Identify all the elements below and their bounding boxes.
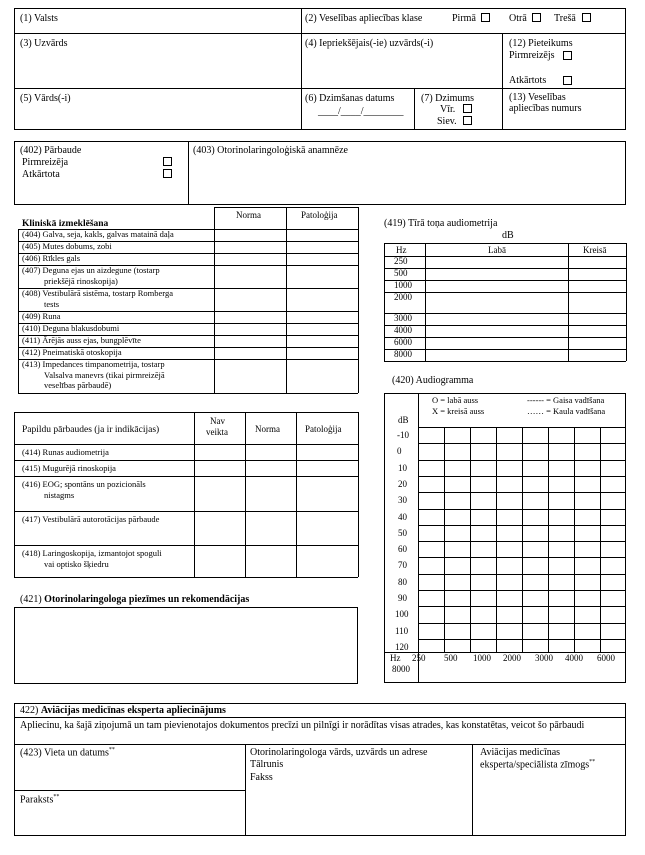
- certification-title-bold: Aviācijas medicīnas eksperta apliecinājums: [40, 705, 226, 716]
- clinical-norm-cell[interactable]: [215, 324, 286, 335]
- audiogram-db-tick: 0: [397, 446, 402, 457]
- audiometry-left-cell[interactable]: [569, 326, 626, 337]
- clinical-row-label: (411) Ārējās auss ejas, bungplēvīte: [22, 335, 141, 345]
- class-third-checkbox[interactable]: [582, 13, 591, 22]
- application-repeat-label: Atkārtots: [509, 75, 547, 86]
- additional-row-label: vai optisko šķiedru: [44, 559, 109, 569]
- clinical-row-label: Valsalva manevrs (tikai pirmreizējā: [44, 369, 165, 380]
- additional-not-done-cell[interactable]: [195, 512, 245, 545]
- clinical-row-label: (410) Deguna blakusdobumi: [22, 323, 120, 333]
- additional-col-not-done-2: veikta: [206, 427, 228, 437]
- audiogram-title: (420) Audiogramma: [392, 375, 474, 386]
- additional-row-label: (414) Runas audiometrija: [22, 447, 109, 457]
- cert-number-label-2: apliecības numurs: [509, 103, 582, 114]
- audiogram-db-label: dB: [398, 415, 409, 425]
- signature-label: [20, 794, 59, 805]
- exam-type-label: (402) Pārbaude: [20, 145, 82, 156]
- audiogram-legend-right: O = labā auss: [432, 395, 479, 405]
- divider: [14, 790, 245, 791]
- audiogram-legend-left: X = kreisā auss: [432, 406, 485, 416]
- previous-surname-label: (4) Iepriekšējais(-ie) uzvārds(-i): [305, 38, 434, 49]
- additional-row-label: (415) Mugurējā rinoskopija: [22, 463, 116, 473]
- audiogram-db-tick: 30: [398, 495, 407, 506]
- audiometry-freq: 6000: [394, 337, 412, 347]
- additional-row-label: nistagms: [44, 490, 75, 500]
- divider: [472, 744, 473, 836]
- ent-history-label: (403) Otorinolaringoloģiskā anamnēze: [193, 145, 348, 156]
- additional-row-label: (417) Vestibulārā autorotācijas pārbaude: [22, 514, 160, 524]
- additional-row-label: (418) Laringoskopija, izmantojot spoguli: [22, 548, 162, 558]
- class-second-checkbox[interactable]: [532, 13, 541, 22]
- audiometry-unit: dB: [502, 230, 514, 241]
- audiogram-vline: [548, 427, 549, 652]
- application-repeat-checkbox[interactable]: [563, 76, 572, 85]
- audiogram-db-tick: 80: [398, 576, 407, 587]
- place-date-sup: **: [108, 747, 115, 753]
- application-first-checkbox[interactable]: [563, 51, 572, 60]
- clinical-path-cell[interactable]: [287, 289, 358, 311]
- audiogram-hz-tick: 250: [412, 653, 426, 664]
- audiogram-db-tick: 40: [398, 511, 407, 522]
- divider: [14, 717, 626, 718]
- clinical-col-path: Patoloģija: [301, 210, 338, 220]
- fax-label: Fakss: [250, 772, 273, 783]
- audiometry-right-cell[interactable]: [426, 281, 568, 292]
- additional-path-cell[interactable]: [297, 477, 358, 511]
- sex-female-label: Siev.: [437, 116, 457, 127]
- grid-line: [14, 412, 358, 413]
- stamp-sup: **: [589, 759, 596, 765]
- application-label: (12) Pieteikums: [509, 38, 573, 49]
- clinical-path-cell[interactable]: [287, 266, 358, 288]
- audiometry-right-cell[interactable]: [426, 257, 568, 268]
- notes-title-bold: Otorinolaringologa piezīmes un rekomendācijas: [44, 594, 250, 605]
- clinical-path-cell[interactable]: [287, 324, 358, 335]
- audiometry-freq: 4000: [394, 325, 412, 335]
- certification-statement: Apliecinu, ka šajā ziņojumā un tam pievienotajos dokumentos precīzi un pilnīgi ir norādītas visas atrades, kas konstatētas, veicot šo pārbaudi: [20, 720, 585, 731]
- audiogram-vline: [444, 427, 445, 652]
- additional-norm-cell[interactable]: [246, 461, 296, 476]
- audiogram-db-tick: 110: [395, 625, 409, 636]
- audiogram-db-tick: -10: [397, 430, 409, 440]
- clinical-path-cell[interactable]: [287, 242, 358, 253]
- audiogram-hz-tick: 2000: [503, 653, 521, 664]
- audiometry-right-cell[interactable]: [426, 269, 568, 280]
- additional-row-label: (416) EOG; spontāns un pozicionāls: [22, 479, 146, 489]
- application-first-label: Pirmreizējs: [509, 50, 555, 61]
- clinical-col-norm: Norma: [236, 210, 261, 220]
- audiometry-left-cell[interactable]: [569, 293, 626, 313]
- stamp-text: eksperta/speciālista zīmogs: [480, 759, 590, 771]
- audiometry-col-right: Labā: [488, 245, 506, 255]
- clinical-path-cell[interactable]: [287, 348, 358, 359]
- audiogram-hz-tick: 500: [444, 653, 458, 664]
- grid-line: [14, 412, 15, 577]
- exam-repeat-label: Atkārtota: [22, 169, 60, 180]
- audiometry-left-cell[interactable]: [569, 338, 626, 349]
- audiogram-hz-tick: 8000: [392, 664, 410, 675]
- certification-title: [20, 705, 226, 716]
- additional-norm-cell[interactable]: [246, 445, 296, 460]
- additional-norm-cell[interactable]: [246, 546, 296, 577]
- place-date-text: (423) Vieta un datums: [20, 747, 109, 759]
- stamp-label-2: [480, 759, 595, 770]
- additional-path-cell[interactable]: [297, 512, 358, 545]
- notes-title-prefix: (421): [20, 594, 45, 605]
- surname-label: (3) Uzvārds: [20, 38, 68, 49]
- birth-date-label: (6) Dzimšanas datums: [305, 93, 395, 104]
- additional-norm-cell[interactable]: [246, 512, 296, 545]
- signature-sup: **: [53, 794, 60, 800]
- audiogram-vline: [470, 427, 471, 652]
- clinical-path-cell[interactable]: [287, 312, 358, 323]
- additional-path-cell[interactable]: [297, 445, 358, 460]
- audiometry-left-cell[interactable]: [569, 269, 626, 280]
- clinical-row-label: (404) Galva, seja, kakls, galvas matainā daļa: [22, 229, 174, 239]
- clinical-norm-cell[interactable]: [215, 242, 286, 253]
- divider: [14, 744, 626, 745]
- notes-field[interactable]: [14, 607, 358, 684]
- audiogram-hz-tick: 3000: [535, 653, 553, 664]
- audiometry-col-hz: Hz: [396, 245, 407, 255]
- audiogram-hz-tick: 6000: [597, 653, 615, 664]
- grid-line: [214, 207, 358, 208]
- additional-not-done-cell[interactable]: [195, 445, 245, 460]
- grid-line: [358, 207, 359, 393]
- clinical-row-label: tests: [44, 298, 60, 309]
- audiogram-hz-label: Hz: [390, 653, 401, 664]
- sex-label: (7) Dzimums: [421, 93, 475, 104]
- stamp-label: Aviācijas medicīnas: [480, 747, 561, 758]
- sex-male-label: Vīr.: [440, 104, 456, 115]
- audiogram-hz-tick: 1000: [473, 653, 491, 664]
- additional-col-path: Patoloģija: [305, 424, 342, 434]
- audiometry-freq: 8000: [394, 349, 412, 359]
- ent-name-label: Otorinolaringologa vārds, uzvārds un adrese: [250, 747, 428, 758]
- grid-line: [384, 243, 385, 361]
- additional-col-norm: Norma: [255, 424, 280, 434]
- given-names-label: (5) Vārds(-i): [20, 93, 71, 104]
- grid-line: [18, 393, 358, 394]
- audiometry-left-cell[interactable]: [569, 281, 626, 292]
- audiogram-vline: [600, 427, 601, 652]
- clinical-norm-cell[interactable]: [215, 348, 286, 359]
- audiometry-right-cell[interactable]: [426, 326, 568, 337]
- clinical-norm-cell[interactable]: [215, 230, 286, 241]
- clinical-path-cell[interactable]: [287, 360, 358, 393]
- class-second-label: Otrā: [509, 13, 527, 24]
- audiogram-vline: [574, 427, 575, 652]
- cert-class-label: (2) Veselības apliecības klase: [305, 13, 423, 24]
- audiogram-db-tick: 50: [398, 527, 407, 538]
- audiometry-right-cell[interactable]: [426, 338, 568, 349]
- additional-not-done-cell[interactable]: [195, 477, 245, 511]
- divider: [14, 33, 626, 34]
- clinical-norm-cell[interactable]: [215, 289, 286, 311]
- certification-title-prefix: 422): [20, 705, 41, 716]
- cert-number-label: (13) Veselības: [509, 92, 566, 103]
- grid-line: [384, 361, 626, 362]
- clinical-row-label: priekšējā rinoskopija): [44, 275, 118, 286]
- audiometry-left-cell[interactable]: [569, 257, 626, 268]
- clinical-row-label: (409) Runa: [22, 311, 61, 321]
- audiogram-vline: [496, 427, 497, 652]
- clinical-norm-cell[interactable]: [215, 254, 286, 265]
- clinical-norm-cell[interactable]: [215, 312, 286, 323]
- divider: [188, 141, 189, 205]
- audiometry-freq: 250: [394, 256, 408, 266]
- audiogram-db-tick: 70: [398, 560, 407, 571]
- clinical-row-label: (408) Vestibulārā sistēma, tostarp Romberga: [22, 288, 174, 298]
- audiometry-freq: 2000: [394, 292, 412, 302]
- additional-not-done-cell[interactable]: [195, 546, 245, 577]
- clinical-norm-cell[interactable]: [215, 360, 286, 393]
- audiogram-db-tick: 20: [398, 478, 407, 489]
- clinical-path-cell[interactable]: [287, 336, 358, 347]
- signature-text: Paraksts: [20, 794, 54, 806]
- audiometry-right-cell[interactable]: [426, 314, 568, 325]
- audiogram-db-tick: 90: [398, 593, 407, 603]
- audiogram-legend-air: ------ = Gaisa vadīšana: [527, 395, 605, 405]
- additional-tests-title: Papildu pārbaudes (ja ir indikācijas): [22, 425, 160, 435]
- audiometry-left-cell[interactable]: [569, 314, 626, 325]
- notes-title: [20, 594, 249, 605]
- divider: [301, 8, 302, 130]
- additional-norm-cell[interactable]: [246, 477, 296, 511]
- clinical-norm-cell[interactable]: [215, 336, 286, 347]
- country-label: (1) Valsts: [20, 13, 58, 24]
- clinical-path-cell[interactable]: [287, 254, 358, 265]
- audiometry-col-left: Kreisā: [583, 245, 607, 255]
- audiometry-freq: 3000: [394, 313, 412, 323]
- grid-line: [626, 243, 627, 361]
- exam-first-checkbox[interactable]: [163, 157, 172, 166]
- audiogram-legend-bone: …… = Kaula vadīšana: [527, 406, 606, 416]
- sex-female-checkbox[interactable]: [463, 116, 472, 125]
- grid-line: [384, 243, 626, 244]
- divider: [245, 744, 246, 836]
- additional-path-cell[interactable]: [297, 461, 358, 476]
- place-date-label: [20, 747, 115, 758]
- clinical-row-label: (412) Pneimatiskā otoskopija: [22, 347, 122, 357]
- divider: [414, 88, 415, 130]
- audiometry-right-cell[interactable]: [426, 350, 568, 361]
- grid-line: [358, 412, 359, 577]
- audiometry-left-cell[interactable]: [569, 350, 626, 361]
- class-first-label: Pirmā: [452, 13, 476, 24]
- audiometry-freq: 500: [394, 268, 408, 278]
- divider: [14, 88, 626, 89]
- audiometry-freq: 1000: [394, 280, 412, 290]
- class-third-label: Trešā: [554, 13, 576, 24]
- exam-repeat-checkbox[interactable]: [163, 169, 172, 178]
- audiogram-db-tick: 120: [395, 641, 409, 652]
- additional-not-done-cell[interactable]: [195, 461, 245, 476]
- audiogram-hz-tick: 4000: [565, 653, 583, 664]
- divider: [502, 33, 503, 130]
- birth-date-field[interactable]: ____/____/________: [318, 106, 404, 117]
- clinical-row-label: (406) Rīkles gals: [22, 253, 81, 263]
- audiometry-title: (419) Tīrā toņa audiometrija: [384, 218, 498, 229]
- clinical-row-label: veselības pārbaudē): [44, 380, 112, 390]
- exam-first-label: Pirmreizēja: [22, 157, 69, 168]
- audiometry-right-cell[interactable]: [426, 293, 568, 313]
- clinical-norm-cell[interactable]: [215, 266, 286, 288]
- clinical-exam-title: Kliniskā izmeklēšana: [22, 219, 109, 229]
- audiogram-db-tick: 100: [395, 609, 409, 620]
- clinical-row-label: (413) Impedances timpanometrija, tostarp: [22, 359, 165, 369]
- additional-path-cell[interactable]: [297, 546, 358, 577]
- clinical-row-label: (405) Mutes dobums, zobi: [22, 241, 112, 251]
- grid-line: [14, 577, 358, 578]
- audiogram-db-tick: 10: [398, 462, 407, 473]
- audiogram-vline: [522, 427, 523, 652]
- audiogram-db-tick: 60: [398, 544, 407, 555]
- clinical-path-cell[interactable]: [287, 230, 358, 241]
- class-first-checkbox[interactable]: [481, 13, 490, 22]
- phone-label: Tālrunis: [250, 759, 284, 770]
- clinical-row-label: (407) Deguna ejas un aizdegune (tostarp: [22, 265, 160, 275]
- additional-col-not-done: Nav: [210, 416, 225, 426]
- sex-male-checkbox[interactable]: [463, 104, 472, 113]
